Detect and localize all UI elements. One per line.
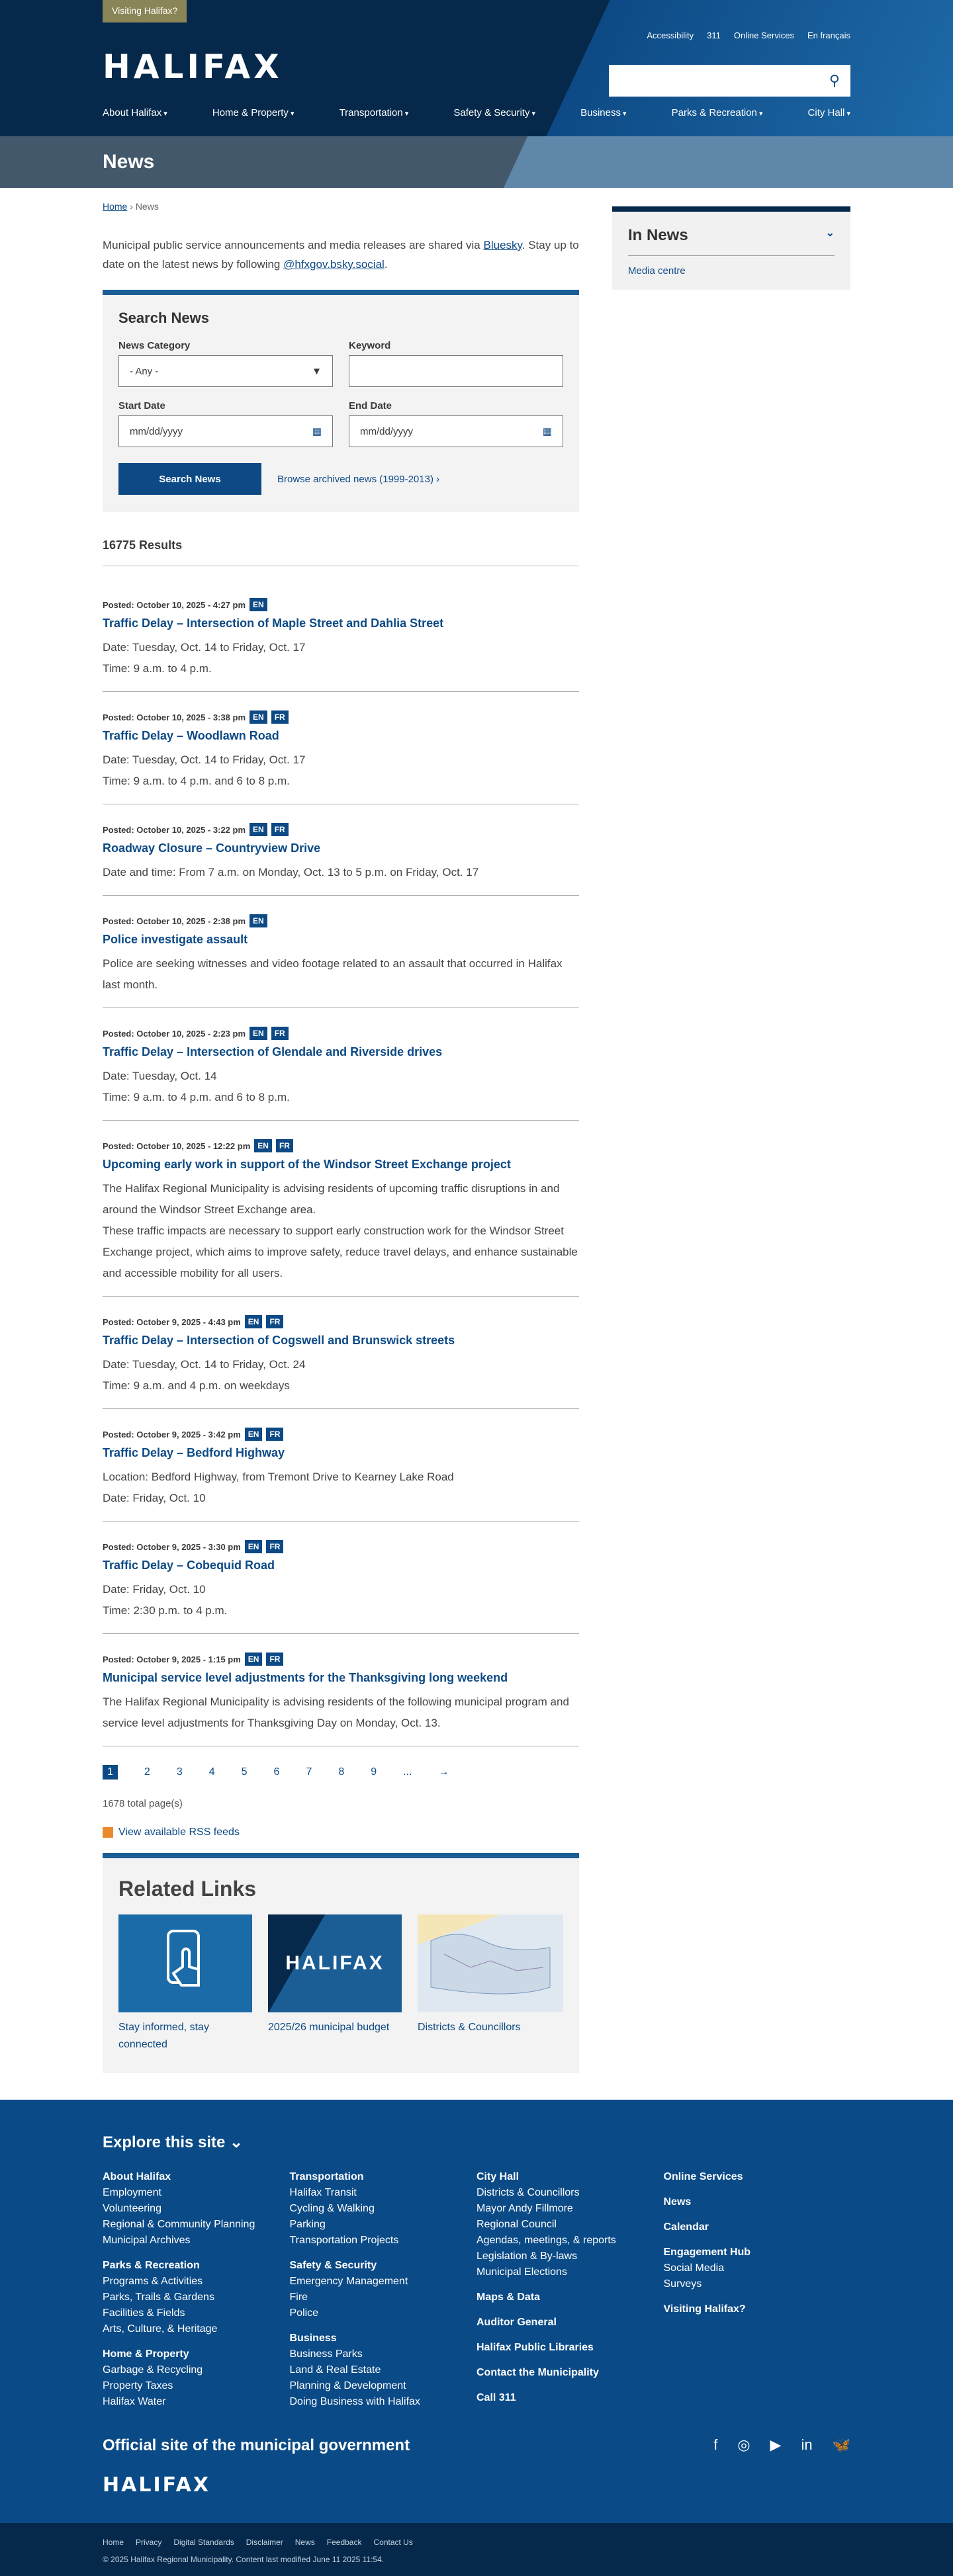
news-summary: Date: Tuesday, Oct. 14 to Friday, Oct. 17 (103, 753, 306, 766)
footer-heading-link[interactable]: Online Services (663, 2171, 743, 2182)
nav-business[interactable]: Business ▾ (580, 107, 626, 118)
related-card[interactable] (418, 1914, 563, 2053)
pagination (103, 1765, 596, 1780)
footer-heading-link[interactable]: Safety & Security (289, 2260, 377, 2271)
posted-date: Posted: October 9, 2025 - 3:42 pm (103, 1429, 241, 1439)
nav-safety[interactable]: Safety & Security ▾ (453, 107, 535, 118)
footer-heading-link[interactable]: Parks & Recreation (103, 2260, 200, 2271)
footer-link[interactable]: Garbage & Recycling (103, 2364, 203, 2376)
lang-tag-en[interactable]: EN (250, 710, 267, 724)
footer-columns (103, 2169, 850, 2410)
footer-link[interactable]: Social Media (663, 2262, 725, 2274)
sidebar (612, 206, 850, 2073)
lang-tag-fr[interactable]: FR (271, 710, 289, 724)
explore-toggle[interactable]: Explore this site ⌄ (103, 2133, 244, 2151)
in-news-toggle[interactable] (628, 226, 835, 256)
news-summary: Date: Tuesday, Oct. 14 to Friday, Oct. 17 (103, 641, 306, 654)
sub-footer-link[interactable]: Contact Us (373, 2538, 413, 2547)
posted-date: Posted: October 10, 2025 - 3:22 pm (103, 824, 246, 835)
search-news-button[interactable]: Search News (118, 463, 261, 495)
intro-text (103, 236, 596, 274)
page-link[interactable]: 4 (208, 1766, 215, 1778)
news-summary: Time: 9 a.m. to 4 p.m. and 6 to 8 p.m. (103, 775, 290, 787)
footer-heading-link[interactable]: Business (289, 2333, 337, 2344)
in-news-panel (612, 206, 850, 290)
news-summary: Time: 2:30 p.m. to 4 p.m. (103, 1604, 228, 1617)
news-item (103, 1409, 579, 1522)
footer-link[interactable]: Municipal Elections (476, 2266, 567, 2278)
news-title-link[interactable]: Police investigate assault (103, 933, 248, 946)
news-item (103, 1297, 579, 1409)
in-news-title: In News (628, 226, 688, 244)
category-label: News Category (118, 340, 191, 351)
footer-link[interactable]: Transportation Projects (289, 2235, 399, 2246)
lang-tag-fr[interactable]: FR (266, 1540, 283, 1553)
bluesky-link[interactable]: Bluesky (483, 239, 522, 251)
lang-tag-fr[interactable]: FR (266, 1315, 283, 1328)
intro-part: Municipal public service announcements and media releases are shared via (103, 239, 484, 251)
search-news-form (103, 290, 579, 512)
news-item (103, 1008, 579, 1121)
news-item (103, 804, 579, 896)
search-icon[interactable]: ⚲ (829, 72, 840, 89)
sub-footer-link[interactable]: Disclaimer (246, 2538, 283, 2547)
nav-about[interactable]: About Halifax ▾ (103, 107, 167, 118)
footer-link[interactable]: Halifax Transit (289, 2187, 357, 2198)
page-link[interactable]: 3 (176, 1766, 183, 1778)
footer-link[interactable]: Legislation & By-laws (476, 2251, 578, 2262)
related-links (103, 1853, 579, 2073)
archive-link[interactable]: Browse archived news (1999-2013) › (277, 473, 440, 485)
footer-heading-link[interactable]: Transportation (289, 2171, 364, 2182)
page-link[interactable]: 2 (144, 1766, 150, 1778)
end-date-label: End Date (349, 400, 392, 411)
news-title-link[interactable]: Traffic Delay – Intersection of Glendale and Riverside drives (103, 1045, 443, 1058)
phone-tap-icon (118, 1914, 252, 2012)
sub-footer-link[interactable]: Privacy (136, 2538, 162, 2547)
main-content (103, 212, 596, 2073)
budget-image (268, 1914, 402, 2012)
footer-link[interactable]: Fire (289, 2292, 308, 2303)
footer-link[interactable]: Volunteering (103, 2203, 161, 2214)
footer-link[interactable]: Emergency Management (289, 2276, 408, 2287)
posted-date: Posted: October 9, 2025 - 4:43 pm (103, 1316, 241, 1327)
search-title: Search News (118, 310, 209, 326)
lang-tag-en[interactable]: EN (250, 914, 267, 927)
related-card-label: Districts & Councillors (418, 2022, 521, 2033)
news-title-link[interactable]: Traffic Delay – Cobequid Road (103, 1559, 275, 1572)
breadcrumb-home[interactable]: Home (103, 201, 128, 212)
copyright: © 2025 Halifax Regional Municipality. Content last modified June 11 2025 11:54. (103, 2555, 385, 2564)
news-item (103, 692, 579, 804)
sub-footer (0, 2523, 953, 2576)
next-page-icon[interactable]: → (438, 1766, 449, 1778)
page-title: News (0, 136, 953, 188)
footer-column (103, 2169, 290, 2410)
footer-link[interactable]: Districts & Councillors (476, 2187, 580, 2198)
footer-link[interactable]: Cycling & Walking (289, 2203, 375, 2214)
rss-icon (103, 1827, 113, 1838)
youtube-icon[interactable]: ▶ (770, 2436, 782, 2453)
breadcrumb: Home › News (103, 201, 159, 212)
footer-column (290, 2169, 477, 2410)
news-summary: Date: Tuesday, Oct. 14 (103, 1070, 217, 1082)
footer-heading-link[interactable]: Home & Property (103, 2348, 189, 2360)
footer-heading-link[interactable]: Engagement Hub (663, 2247, 751, 2258)
news-summary: Police are seeking witnesses and video footage related to an assault that occurred in Halifax last month. (103, 957, 563, 991)
page-link[interactable]: 6 (273, 1766, 280, 1778)
official-site-text: Official site of the municipal government (103, 2436, 410, 2454)
nav-city-hall[interactable]: City Hall ▾ (808, 107, 850, 118)
footer-link[interactable]: Doing Business with Halifax (289, 2396, 420, 2407)
footer-link[interactable]: Agendas, meetings, & reports (476, 2235, 616, 2246)
category-value: - Any - (130, 365, 159, 377)
footer-heading-link[interactable]: Calendar (663, 2221, 709, 2233)
news-summary: Time: 9 a.m. and 4 p.m. on weekdays (103, 1379, 290, 1392)
related-title: Related Links (118, 1877, 257, 1901)
main-nav (103, 107, 850, 118)
footer-link[interactable]: Property Taxes (103, 2380, 173, 2391)
calendar-icon[interactable]: ▦ (542, 426, 552, 437)
end-date-input[interactable] (349, 415, 563, 447)
related-card-label: Stay informed, stay connected (118, 2022, 209, 2050)
news-list (103, 566, 596, 1746)
posted-date: Posted: October 10, 2025 - 2:23 pm (103, 1028, 246, 1039)
util-311[interactable]: 311 (707, 30, 721, 40)
footer-heading-link[interactable]: Visiting Halifax? (663, 2303, 746, 2315)
page-link[interactable]: 8 (338, 1766, 345, 1778)
site-search-input[interactable] (609, 65, 850, 97)
news-item (103, 1522, 579, 1634)
calendar-icon[interactable]: ▦ (312, 426, 322, 437)
news-title-link[interactable]: Traffic Delay – Woodlawn Road (103, 729, 279, 742)
budget-logo: HALIFAX (285, 1952, 385, 1974)
lang-tag-en[interactable]: EN (254, 1139, 272, 1152)
nav-parks[interactable]: Parks & Recreation ▾ (672, 107, 763, 118)
footer-heading-link[interactable]: Call 311 (476, 2392, 516, 2403)
news-summary: The Halifax Regional Municipality is advising residents of the following municipal program and service level adjustments for Thanksgiving Day on Monday, Oct. 13. (103, 1696, 569, 1729)
linkedin-icon[interactable]: in (801, 2436, 813, 2453)
news-summary: These traffic impacts are necessary to support early construction work for the Windsor Street Exchange project, which aims to improve safety, reduce travel delays, and enhance sustainable and accessible mobility for all users. (103, 1224, 578, 1279)
news-title-link[interactable]: Municipal service level adjustments for the Thanksgiving long weekend (103, 1671, 508, 1684)
districts-map-image (418, 1914, 563, 2012)
intro-part: . (384, 258, 388, 271)
lang-tag-en[interactable]: EN (250, 1027, 267, 1040)
news-summary: Date: Tuesday, Oct. 14 to Friday, Oct. 24 (103, 1358, 306, 1371)
footer-link[interactable]: Planning & Development (289, 2380, 406, 2391)
news-title-link[interactable]: Upcoming early work in support of the Windsor Street Exchange project (103, 1158, 511, 1171)
explore-title: Explore this site (103, 2133, 226, 2151)
nav-transportation[interactable]: Transportation ▾ (340, 107, 409, 118)
sub-footer-link[interactable]: Home (103, 2538, 124, 2547)
footer-heading-link[interactable]: Halifax Public Libraries (476, 2342, 594, 2353)
lang-tag-fr[interactable]: FR (266, 1428, 283, 1441)
related-card[interactable] (268, 1914, 402, 2053)
date-placeholder: mm/dd/yyyy (360, 425, 414, 437)
news-summary: Date: Friday, Oct. 10 (103, 1583, 206, 1596)
sub-footer-link[interactable]: News (295, 2538, 315, 2547)
footer-link[interactable]: Regional Council (476, 2219, 557, 2230)
sub-footer-link[interactable]: Digital Standards (173, 2538, 234, 2547)
footer-column (476, 2169, 664, 2410)
caret-down-icon: ▼ (312, 365, 322, 377)
bluesky-handle-link[interactable]: @hfxgov.bsky.social (283, 258, 385, 271)
visiting-halifax-link[interactable]: Visiting Halifax? (103, 0, 187, 22)
posted-date: Posted: October 10, 2025 - 12:22 pm (103, 1140, 251, 1151)
footer-link[interactable]: Surveys (663, 2278, 702, 2290)
page-link[interactable]: 7 (306, 1766, 312, 1778)
lang-tag-en[interactable]: EN (245, 1653, 263, 1666)
footer-link[interactable]: Municipal Archives (103, 2235, 191, 2246)
keyword-input[interactable] (349, 355, 563, 387)
lang-tag-en[interactable]: EN (245, 1428, 263, 1441)
rss-label: View available RSS feeds (118, 1826, 240, 1838)
util-online-services[interactable]: Online Services (733, 30, 794, 40)
lang-tag-en[interactable]: EN (250, 598, 267, 611)
footer-column (664, 2169, 851, 2410)
facebook-icon[interactable]: f (713, 2436, 718, 2453)
media-centre-link[interactable]: Media centre (628, 265, 686, 277)
news-title-link[interactable]: Traffic Delay – Intersection of Cogswell and Brunswick streets (103, 1334, 455, 1347)
news-title-link[interactable]: Traffic Delay – Bedford Highway (103, 1446, 285, 1459)
date-placeholder: mm/dd/yyyy (130, 425, 183, 437)
site-header (0, 0, 953, 136)
news-summary: Date: Friday, Oct. 10 (103, 1492, 206, 1504)
breadcrumb-current: News (135, 201, 159, 212)
total-pages: 1678 total page(s) (103, 1798, 183, 1809)
footer-heading-link[interactable]: News (663, 2196, 692, 2208)
news-title-link[interactable]: Traffic Delay – Intersection of Maple Street and Dahlia Street (103, 617, 444, 630)
posted-date: Posted: October 9, 2025 - 3:30 pm (103, 1541, 241, 1552)
instagram-icon[interactable]: ◎ (737, 2436, 750, 2453)
intro-part: . Stay up to date on the latest news by following (103, 239, 579, 271)
footer-link[interactable]: Facilities & Fields (103, 2307, 185, 2319)
results-count: 16775 Results (103, 538, 579, 566)
footer-heading-link[interactable]: Auditor General (476, 2317, 557, 2328)
page-link[interactable]: 5 (241, 1766, 248, 1778)
lang-tag-en[interactable]: EN (250, 823, 267, 836)
news-item (103, 566, 579, 692)
nav-home-property[interactable]: Home & Property ▾ (212, 107, 295, 118)
category-select[interactable] (118, 355, 333, 387)
footer-heading-link[interactable]: Maps & Data (476, 2292, 541, 2303)
page-link[interactable]: 9 (371, 1766, 377, 1778)
sub-footer-link[interactable]: Feedback (326, 2538, 362, 2547)
footer-logo[interactable]: HALIFAX (103, 2473, 211, 2497)
keyword-label: Keyword (349, 340, 391, 351)
related-card-label: 2025/26 municipal budget (268, 2022, 390, 2033)
footer-link[interactable]: Programs & Activities (103, 2276, 203, 2287)
news-summary: Date and time: From 7 a.m. on Monday, Oct. 13 to 5 p.m. on Friday, Oct. 17 (103, 866, 479, 879)
news-item (103, 1121, 579, 1297)
posted-date: Posted: October 9, 2025 - 1:15 pm (103, 1654, 241, 1664)
start-date-label: Start Date (118, 400, 165, 411)
news-summary: Time: 9 a.m. to 4 p.m. (103, 662, 212, 675)
lang-tag-fr[interactable]: FR (271, 823, 289, 836)
posted-date: Posted: October 10, 2025 - 2:38 pm (103, 916, 246, 926)
lang-tag-en[interactable]: EN (245, 1315, 263, 1328)
chevron-down-icon[interactable]: ⌄ (825, 228, 835, 239)
lang-tag-en[interactable]: EN (245, 1540, 263, 1553)
footer-link[interactable]: Arts, Culture, & Heritage (103, 2323, 218, 2335)
lang-tag-fr[interactable]: FR (266, 1653, 283, 1666)
halifax-logo[interactable]: HALIFAX (103, 48, 283, 86)
related-card[interactable] (118, 1914, 252, 2053)
footer-heading-link[interactable]: City Hall (476, 2171, 520, 2182)
footer-link[interactable]: Parking (289, 2219, 326, 2230)
rss-link[interactable] (103, 1826, 596, 1838)
news-item (103, 1634, 579, 1746)
footer-link[interactable]: Employment (103, 2187, 161, 2198)
news-summary: Time: 9 a.m. to 4 p.m. and 6 to 8 p.m. (103, 1091, 290, 1103)
archive-label: Browse archived news (1999-2013) (277, 473, 433, 485)
footer-link[interactable]: Regional & Community Planning (103, 2219, 255, 2230)
footer-link[interactable]: Mayor Andy Fillmore (476, 2203, 573, 2214)
footer-link[interactable]: Parks, Trails & Gardens (103, 2292, 214, 2303)
bluesky-icon[interactable]: 🦋 (832, 2436, 850, 2453)
news-summary: Location: Bedford Highway, from Tremont Drive to Kearney Lake Road (103, 1471, 454, 1483)
lang-tag-fr[interactable]: FR (271, 1027, 289, 1040)
footer-heading-link[interactable]: About Halifax (103, 2171, 171, 2182)
utility-nav (647, 30, 850, 40)
site-footer (0, 2100, 953, 2523)
util-french[interactable]: En français (807, 30, 850, 40)
page-link[interactable]: 1 (103, 1765, 118, 1780)
footer-link[interactable]: Land & Real Estate (289, 2364, 381, 2376)
news-summary: The Halifax Regional Municipality is advising residents of upcoming traffic disruptions in and around the Windsor Street Exchange area. (103, 1182, 560, 1216)
footer-link[interactable]: Halifax Water (103, 2396, 166, 2407)
start-date-input[interactable] (118, 415, 333, 447)
footer-link[interactable]: Business Parks (289, 2348, 363, 2360)
posted-date: Posted: October 10, 2025 - 3:38 pm (103, 712, 246, 722)
news-title-link[interactable]: Roadway Closure – Countryview Drive (103, 841, 321, 855)
util-accessibility[interactable]: Accessibility (647, 30, 694, 40)
lang-tag-fr[interactable]: FR (276, 1139, 293, 1152)
footer-heading-link[interactable]: Contact the Municipality (476, 2367, 599, 2378)
posted-date: Posted: October 10, 2025 - 4:27 pm (103, 599, 246, 610)
footer-link[interactable]: Police (289, 2307, 319, 2319)
pager-ellipsis: ... (403, 1766, 412, 1778)
social-links (713, 2436, 850, 2455)
news-item (103, 896, 579, 1008)
